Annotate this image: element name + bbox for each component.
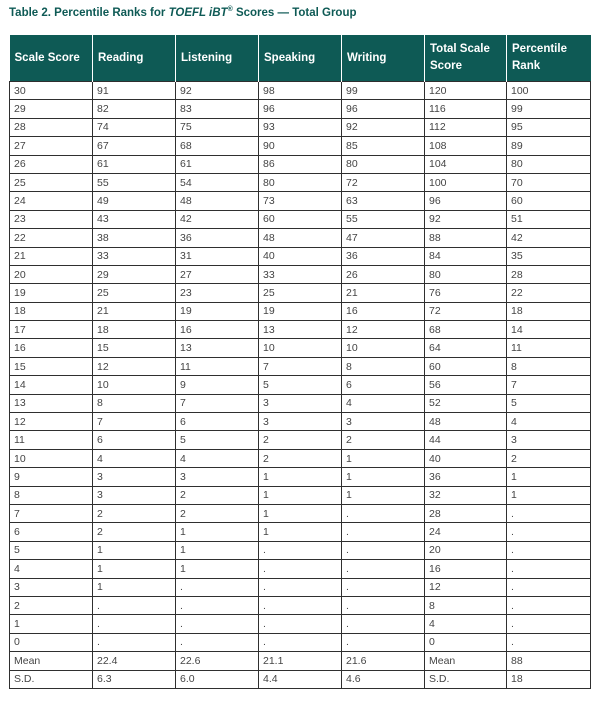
table-row [10, 394, 591, 412]
cell-total-scale-score: S.D. [425, 670, 507, 688]
cell-percentile-rank: 95 [507, 118, 591, 136]
cell-writing: . [342, 541, 425, 559]
cell-reading: 7 [93, 413, 176, 431]
cell-total-scale-score: 76 [425, 284, 507, 302]
cell-reading: 2 [93, 504, 176, 522]
cell-listening: 7 [176, 394, 259, 412]
cell-reading: 49 [93, 192, 176, 210]
cell-total-scale-score: Mean [425, 652, 507, 670]
cell-speaking: 21.1 [259, 652, 342, 670]
cell-total-scale-score: 8 [425, 596, 507, 614]
cell-writing: 36 [342, 247, 425, 265]
title-test-name: TOEFL iBT [168, 7, 228, 19]
cell-writing: 99 [342, 82, 425, 100]
cell-listening: 61 [176, 155, 259, 173]
cell-listening: 23 [176, 284, 259, 302]
cell-speaking: 1 [259, 486, 342, 504]
cell-listening: 31 [176, 247, 259, 265]
cell-writing: . [342, 615, 425, 633]
cell-scale-score: 30 [10, 82, 93, 100]
cell-scale-score: 26 [10, 155, 93, 173]
cell-scale-score: 14 [10, 376, 93, 394]
cell-listening: 9 [176, 376, 259, 394]
cell-reading: 1 [93, 541, 176, 559]
cell-writing: 85 [342, 137, 425, 155]
cell-speaking: 19 [259, 302, 342, 320]
cell-listening: . [176, 578, 259, 596]
header-total-scale-score: Total Scale Score [425, 35, 507, 82]
cell-listening: 68 [176, 137, 259, 155]
table-row [10, 633, 591, 651]
cell-total-scale-score: 4 [425, 615, 507, 633]
cell-total-scale-score: 28 [425, 504, 507, 522]
table-row [10, 173, 591, 191]
percentile-table [9, 35, 591, 689]
cell-total-scale-score: 100 [425, 173, 507, 191]
cell-scale-score: 29 [10, 100, 93, 118]
cell-listening: 27 [176, 265, 259, 283]
cell-total-scale-score: 64 [425, 339, 507, 357]
cell-total-scale-score: 116 [425, 100, 507, 118]
table-row [10, 229, 591, 247]
table-row [10, 137, 591, 155]
cell-scale-score: 15 [10, 357, 93, 375]
cell-percentile-rank: 51 [507, 210, 591, 228]
table-row [10, 596, 591, 614]
header-scale-score: Scale Score [10, 35, 93, 82]
cell-reading: 55 [93, 173, 176, 191]
cell-percentile-rank: . [507, 578, 591, 596]
cell-listening: . [176, 596, 259, 614]
cell-percentile-rank: 80 [507, 155, 591, 173]
cell-writing: 8 [342, 357, 425, 375]
cell-percentile-rank: 99 [507, 100, 591, 118]
cell-reading: 12 [93, 357, 176, 375]
cell-total-scale-score: 12 [425, 578, 507, 596]
cell-reading: 67 [93, 137, 176, 155]
cell-total-scale-score: 0 [425, 633, 507, 651]
cell-writing: . [342, 633, 425, 651]
cell-speaking: 33 [259, 265, 342, 283]
cell-scale-score: 21 [10, 247, 93, 265]
table-row [10, 615, 591, 633]
cell-writing: 96 [342, 100, 425, 118]
title-trademark: ® [227, 6, 233, 14]
cell-total-scale-score: 92 [425, 210, 507, 228]
table-row [10, 449, 591, 467]
cell-scale-score: 5 [10, 541, 93, 559]
table-row [10, 560, 591, 578]
cell-scale-score: 23 [10, 210, 93, 228]
cell-speaking: 60 [259, 210, 342, 228]
cell-reading: 1 [93, 560, 176, 578]
cell-listening: 75 [176, 118, 259, 136]
cell-reading: 15 [93, 339, 176, 357]
cell-percentile-rank: 18 [507, 670, 591, 688]
cell-scale-score: 25 [10, 173, 93, 191]
cell-listening: 11 [176, 357, 259, 375]
table-row [10, 468, 591, 486]
cell-listening: 16 [176, 321, 259, 339]
cell-scale-score: 4 [10, 560, 93, 578]
cell-total-scale-score: 52 [425, 394, 507, 412]
cell-reading: . [93, 615, 176, 633]
cell-reading: 18 [93, 321, 176, 339]
cell-speaking: 2 [259, 431, 342, 449]
table-row [10, 339, 591, 357]
cell-scale-score: 28 [10, 118, 93, 136]
cell-writing: 21.6 [342, 652, 425, 670]
cell-percentile-rank: 11 [507, 339, 591, 357]
cell-reading: 38 [93, 229, 176, 247]
cell-listening: 6 [176, 413, 259, 431]
cell-scale-score: 2 [10, 596, 93, 614]
cell-percentile-rank: 42 [507, 229, 591, 247]
cell-total-scale-score: 48 [425, 413, 507, 431]
cell-writing: 3 [342, 413, 425, 431]
cell-percentile-rank: 88 [507, 652, 591, 670]
cell-percentile-rank: 14 [507, 321, 591, 339]
cell-speaking: 7 [259, 357, 342, 375]
cell-listening: 22.6 [176, 652, 259, 670]
cell-reading: 8 [93, 394, 176, 412]
cell-writing: 12 [342, 321, 425, 339]
cell-scale-score: Mean [10, 652, 93, 670]
table-row [10, 210, 591, 228]
cell-reading: 6.3 [93, 670, 176, 688]
cell-scale-score: 16 [10, 339, 93, 357]
cell-listening: 92 [176, 82, 259, 100]
cell-scale-score: 8 [10, 486, 93, 504]
cell-total-scale-score: 120 [425, 82, 507, 100]
cell-percentile-rank: . [507, 560, 591, 578]
cell-writing: 10 [342, 339, 425, 357]
cell-reading: 82 [93, 100, 176, 118]
cell-speaking: 25 [259, 284, 342, 302]
cell-writing: . [342, 578, 425, 596]
cell-total-scale-score: 56 [425, 376, 507, 394]
cell-writing: 55 [342, 210, 425, 228]
cell-scale-score: 27 [10, 137, 93, 155]
table-row [10, 321, 591, 339]
table-row [10, 118, 591, 136]
cell-writing: 63 [342, 192, 425, 210]
cell-reading: 10 [93, 376, 176, 394]
table-row [10, 504, 591, 522]
cell-scale-score: 20 [10, 265, 93, 283]
table-row [10, 265, 591, 283]
cell-percentile-rank: 100 [507, 82, 591, 100]
cell-reading: 2 [93, 523, 176, 541]
cell-listening: . [176, 615, 259, 633]
cell-listening: 2 [176, 486, 259, 504]
table-row [10, 247, 591, 265]
header-speaking: Speaking [259, 35, 342, 82]
cell-writing: 26 [342, 265, 425, 283]
cell-listening: 1 [176, 523, 259, 541]
cell-total-scale-score: 84 [425, 247, 507, 265]
cell-scale-score: 18 [10, 302, 93, 320]
header-listening: Listening [176, 35, 259, 82]
cell-speaking: 48 [259, 229, 342, 247]
cell-percentile-rank: . [507, 615, 591, 633]
table-row [10, 82, 591, 100]
cell-writing: 16 [342, 302, 425, 320]
cell-reading: 1 [93, 578, 176, 596]
cell-reading: 22.4 [93, 652, 176, 670]
cell-percentile-rank: 35 [507, 247, 591, 265]
cell-percentile-rank: 5 [507, 394, 591, 412]
table-row [10, 486, 591, 504]
cell-scale-score: 6 [10, 523, 93, 541]
cell-listening: 1 [176, 541, 259, 559]
cell-listening: 36 [176, 229, 259, 247]
cell-reading: 21 [93, 302, 176, 320]
cell-total-scale-score: 60 [425, 357, 507, 375]
cell-writing: . [342, 560, 425, 578]
cell-listening: 6.0 [176, 670, 259, 688]
cell-speaking: 80 [259, 173, 342, 191]
cell-speaking: 86 [259, 155, 342, 173]
header-reading: Reading [93, 35, 176, 82]
cell-percentile-rank: . [507, 504, 591, 522]
cell-writing: 6 [342, 376, 425, 394]
table-row [10, 100, 591, 118]
cell-writing: . [342, 523, 425, 541]
cell-total-scale-score: 96 [425, 192, 507, 210]
cell-total-scale-score: 88 [425, 229, 507, 247]
table-row [10, 578, 591, 596]
cell-scale-score: 9 [10, 468, 93, 486]
cell-writing: 47 [342, 229, 425, 247]
header-percentile-rank: Percentile Rank [507, 35, 591, 82]
cell-speaking: 2 [259, 449, 342, 467]
cell-speaking: . [259, 578, 342, 596]
cell-reading: 91 [93, 82, 176, 100]
cell-reading: 43 [93, 210, 176, 228]
cell-scale-score: 19 [10, 284, 93, 302]
cell-percentile-rank: 18 [507, 302, 591, 320]
cell-listening: 19 [176, 302, 259, 320]
cell-percentile-rank: . [507, 523, 591, 541]
cell-scale-score: 12 [10, 413, 93, 431]
cell-writing: 2 [342, 431, 425, 449]
cell-speaking: 1 [259, 468, 342, 486]
cell-percentile-rank: . [507, 541, 591, 559]
cell-scale-score: 11 [10, 431, 93, 449]
cell-speaking: . [259, 615, 342, 633]
cell-percentile-rank: 3 [507, 431, 591, 449]
cell-percentile-rank: . [507, 633, 591, 651]
cell-speaking: . [259, 541, 342, 559]
cell-listening: 42 [176, 210, 259, 228]
cell-percentile-rank: 28 [507, 265, 591, 283]
cell-speaking: . [259, 633, 342, 651]
cell-reading: 3 [93, 468, 176, 486]
table-row [10, 284, 591, 302]
cell-scale-score: 0 [10, 633, 93, 651]
cell-percentile-rank: 70 [507, 173, 591, 191]
table-body [10, 82, 591, 689]
cell-scale-score: S.D. [10, 670, 93, 688]
cell-scale-score: 22 [10, 229, 93, 247]
cell-percentile-rank: 7 [507, 376, 591, 394]
cell-percentile-rank: 22 [507, 284, 591, 302]
cell-listening: 1 [176, 560, 259, 578]
cell-total-scale-score: 40 [425, 449, 507, 467]
cell-scale-score: 7 [10, 504, 93, 522]
cell-speaking: 13 [259, 321, 342, 339]
cell-scale-score: 1 [10, 615, 93, 633]
table-row [10, 431, 591, 449]
cell-total-scale-score: 16 [425, 560, 507, 578]
cell-writing: 21 [342, 284, 425, 302]
cell-percentile-rank: 4 [507, 413, 591, 431]
cell-speaking: 1 [259, 504, 342, 522]
cell-percentile-rank: 1 [507, 468, 591, 486]
cell-reading: 25 [93, 284, 176, 302]
cell-total-scale-score: 24 [425, 523, 507, 541]
cell-reading: 33 [93, 247, 176, 265]
cell-total-scale-score: 36 [425, 468, 507, 486]
cell-speaking: 3 [259, 394, 342, 412]
table-row [10, 523, 591, 541]
cell-percentile-rank: 2 [507, 449, 591, 467]
cell-listening: 4 [176, 449, 259, 467]
cell-percentile-rank: . [507, 596, 591, 614]
cell-scale-score: 17 [10, 321, 93, 339]
cell-total-scale-score: 80 [425, 265, 507, 283]
table-row [10, 302, 591, 320]
cell-total-scale-score: 108 [425, 137, 507, 155]
table-row [10, 541, 591, 559]
cell-writing: . [342, 596, 425, 614]
title-suffix: Scores — Total Group [232, 7, 357, 19]
cell-total-scale-score: 44 [425, 431, 507, 449]
cell-reading: 29 [93, 265, 176, 283]
cell-reading: 3 [93, 486, 176, 504]
cell-speaking: 10 [259, 339, 342, 357]
cell-listening: . [176, 633, 259, 651]
cell-listening: 48 [176, 192, 259, 210]
cell-reading: 4 [93, 449, 176, 467]
cell-listening: 54 [176, 173, 259, 191]
cell-speaking: 93 [259, 118, 342, 136]
cell-listening: 13 [176, 339, 259, 357]
cell-total-scale-score: 68 [425, 321, 507, 339]
cell-scale-score: 24 [10, 192, 93, 210]
cell-reading: . [93, 596, 176, 614]
cell-reading: . [93, 633, 176, 651]
table-row [10, 357, 591, 375]
cell-listening: 5 [176, 431, 259, 449]
cell-speaking: 40 [259, 247, 342, 265]
cell-speaking: 1 [259, 523, 342, 541]
table-title [9, 7, 357, 19]
cell-listening: 3 [176, 468, 259, 486]
cell-speaking: 90 [259, 137, 342, 155]
table-header [10, 35, 591, 82]
cell-speaking: . [259, 560, 342, 578]
table-row [10, 652, 591, 670]
cell-percentile-rank: 89 [507, 137, 591, 155]
cell-writing: 72 [342, 173, 425, 191]
cell-total-scale-score: 72 [425, 302, 507, 320]
table-row [10, 670, 591, 688]
cell-writing: 4 [342, 394, 425, 412]
cell-total-scale-score: 32 [425, 486, 507, 504]
cell-writing: 80 [342, 155, 425, 173]
cell-speaking: 98 [259, 82, 342, 100]
table-row [10, 155, 591, 173]
cell-scale-score: 3 [10, 578, 93, 596]
cell-total-scale-score: 20 [425, 541, 507, 559]
cell-speaking: 4.4 [259, 670, 342, 688]
cell-speaking: 73 [259, 192, 342, 210]
cell-reading: 74 [93, 118, 176, 136]
cell-scale-score: 13 [10, 394, 93, 412]
cell-total-scale-score: 112 [425, 118, 507, 136]
title-prefix: Table 2. Percentile Ranks for [9, 7, 169, 19]
cell-writing: . [342, 504, 425, 522]
cell-writing: 4.6 [342, 670, 425, 688]
cell-total-scale-score: 104 [425, 155, 507, 173]
table-row [10, 192, 591, 210]
table-row [10, 376, 591, 394]
cell-scale-score: 10 [10, 449, 93, 467]
header-row [10, 35, 591, 82]
cell-speaking: . [259, 596, 342, 614]
cell-speaking: 96 [259, 100, 342, 118]
cell-listening: 83 [176, 100, 259, 118]
table-row [10, 413, 591, 431]
cell-reading: 61 [93, 155, 176, 173]
cell-writing: 1 [342, 449, 425, 467]
cell-percentile-rank: 8 [507, 357, 591, 375]
cell-percentile-rank: 1 [507, 486, 591, 504]
cell-speaking: 3 [259, 413, 342, 431]
cell-writing: 1 [342, 486, 425, 504]
cell-writing: 92 [342, 118, 425, 136]
cell-percentile-rank: 60 [507, 192, 591, 210]
header-writing: Writing [342, 35, 425, 82]
cell-speaking: 5 [259, 376, 342, 394]
cell-listening: 2 [176, 504, 259, 522]
cell-writing: 1 [342, 468, 425, 486]
cell-reading: 6 [93, 431, 176, 449]
